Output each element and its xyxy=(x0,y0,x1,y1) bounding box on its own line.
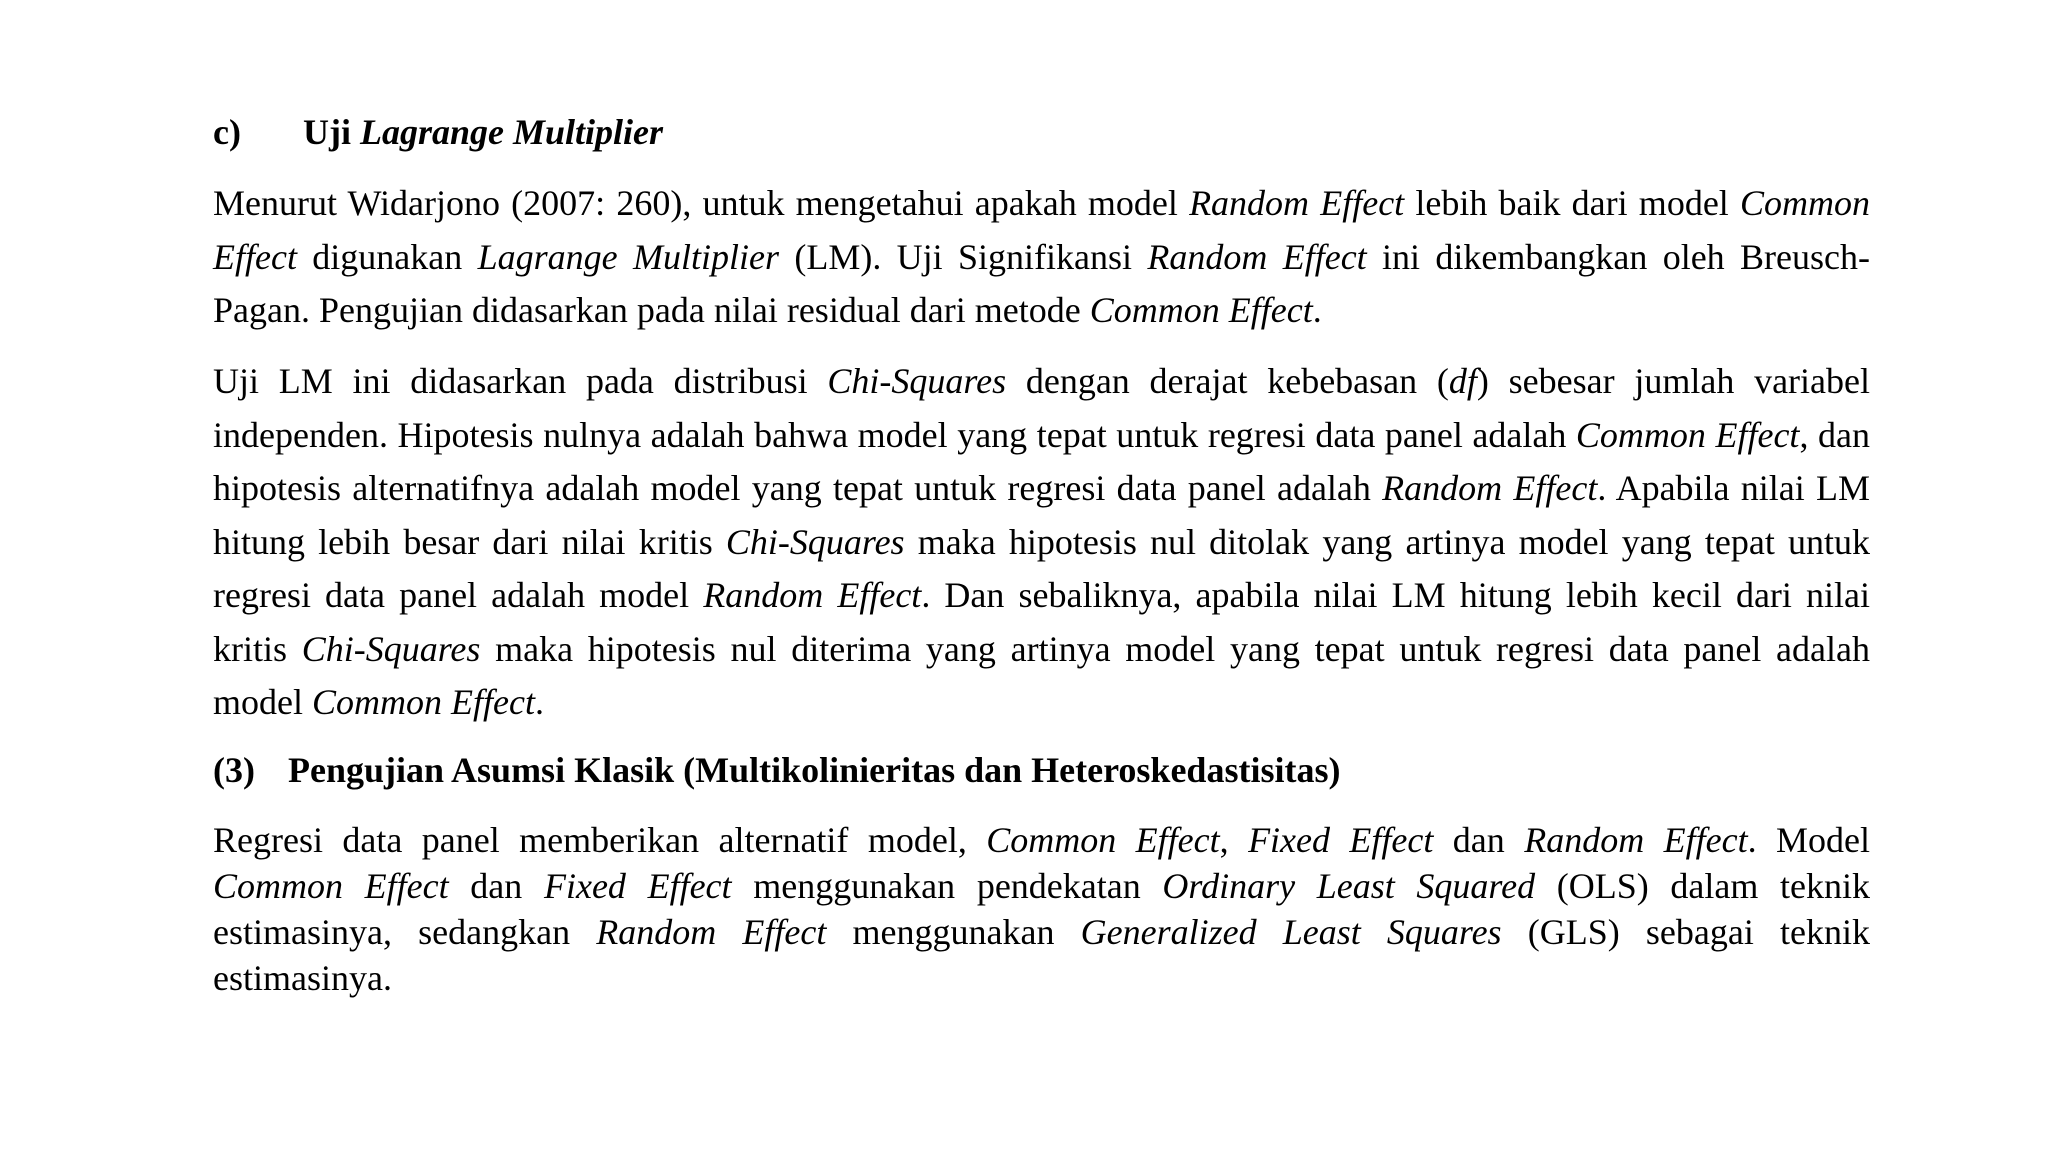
italic-term: Lagrange Multiplier xyxy=(477,236,779,277)
italic-term: Random Effect xyxy=(1524,820,1748,860)
section-3-heading xyxy=(213,750,1341,790)
italic-term: Random Effect xyxy=(1382,468,1598,508)
paragraph-3 xyxy=(213,817,1870,1001)
text-run: maka hipotesis nul diterima yang artinya model yang tepat untuk regresi data panel adalah model xyxy=(213,628,1870,722)
paragraph-1 xyxy=(213,177,1870,338)
text-run: ) sebesar jumlah variabel independen. Hipotesis nulnya adalah bahwa model yang tepat untuk regresi data panel adalah xyxy=(213,361,1870,455)
text-run: menggunakan xyxy=(826,912,1081,952)
text-run: Regresi data panel memberikan alternatif model, xyxy=(213,820,987,860)
text-run: dan xyxy=(1433,820,1525,860)
text-run: , xyxy=(1219,820,1249,860)
text-run: . xyxy=(1312,290,1322,330)
text-run: . Apabila nilai LM hitung lebih besar dari nilai kritis xyxy=(213,468,1870,562)
italic-term: Common Effect xyxy=(1575,414,1800,455)
text-run: maka hipotesis nul ditolak yang artinya model yang tepat untuk regresi data panel adalah model xyxy=(213,521,1870,615)
section-3-title: Pengujian Asumsi Klasik (Multikolinieritas dan Heteroskedastisitas) xyxy=(288,750,1341,790)
italic-term: Common Effect xyxy=(1089,290,1313,330)
italic-term: Fixed Effect xyxy=(1248,820,1434,860)
text-run: (LM). Uji Signifikansi xyxy=(778,236,1148,277)
italic-term: Random Effect xyxy=(703,575,922,615)
section-3-number: (3) xyxy=(213,750,255,790)
section-c-title-prefix: Uji xyxy=(303,112,360,152)
italic-term: df xyxy=(1448,361,1477,401)
italic-term: Generalized Least Squares xyxy=(1080,912,1502,952)
section-c-number: c) xyxy=(213,112,241,152)
section-c-title xyxy=(303,112,663,152)
text-run: lebih baik dari model xyxy=(1404,183,1740,223)
italic-term: Ordinary Least Squared xyxy=(1162,866,1536,906)
italic-term: Random Effect xyxy=(596,912,827,952)
paragraph-2 xyxy=(213,355,1870,730)
italic-term: Chi-Squares xyxy=(301,628,481,669)
section-c-title-italic: Lagrange Multiplier xyxy=(360,112,664,152)
text-run: (OLS) dalam teknik estimasinya, sedangkan xyxy=(213,866,1871,952)
section-c-heading xyxy=(213,112,664,152)
text-run: , dan hipotesis alternatifnya adalah model yang tepat untuk regresi data panel adalah xyxy=(213,414,1870,508)
italic-term: Fixed Effect xyxy=(543,866,732,906)
text-run: Menurut Widarjono (2007: 260), untuk mengetahui apakah model xyxy=(213,183,1190,223)
italic-term: Random Effect xyxy=(1147,236,1367,277)
italic-term: Random Effect xyxy=(1189,183,1405,223)
italic-term: Common Effect xyxy=(213,183,1870,277)
text-run: digunakan xyxy=(296,236,478,277)
text-run: . Dan sebaliknya, apabila nilai LM hitung lebih kecil dari nilai kritis xyxy=(213,575,1870,669)
italic-term: Common Effect xyxy=(311,682,535,722)
text-run: (GLS) sebagai teknik estimasinya. xyxy=(213,912,1870,998)
italic-term: Common Effect xyxy=(986,820,1220,860)
text-run: . xyxy=(534,682,544,722)
italic-term: Chi-Squares xyxy=(725,521,905,562)
text-run: menggunakan pendekatan xyxy=(731,866,1163,906)
italic-term: Chi-Squares xyxy=(827,361,1007,401)
text-run: . Model xyxy=(1747,820,1871,860)
text-run: Uji LM ini didasarkan pada distribusi xyxy=(213,361,828,401)
italic-term: Common Effect xyxy=(213,866,449,906)
text-run: dan xyxy=(448,866,544,906)
text-run: dengan derajat kebebasan ( xyxy=(1006,361,1449,401)
text-run: ini dikembangkan oleh Breusch-Pagan. Pengujian didasarkan pada nilai residual dari metode xyxy=(213,236,1870,330)
